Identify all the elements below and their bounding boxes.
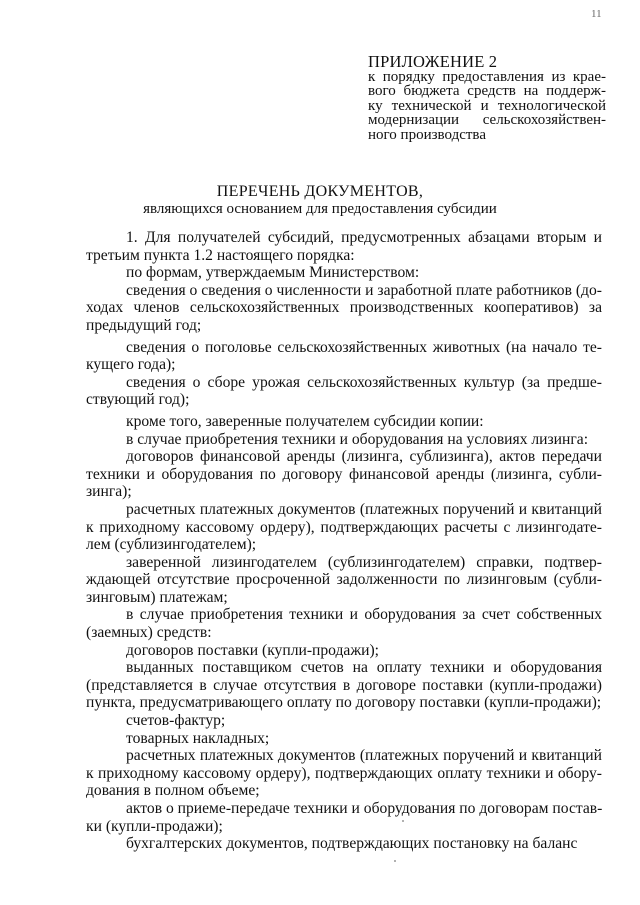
appendix-line: модернизации сельскохозяйствен- [368, 112, 606, 128]
paragraph-line: товарных накладных; [126, 729, 270, 747]
appendix-line: вого бюджета средств на поддерж- [368, 83, 606, 99]
paragraph [86, 229, 602, 264]
paragraph [86, 282, 602, 335]
paragraph-line: кроме того, заверенные получателем субсидии копии: [126, 412, 484, 430]
paragraph [86, 712, 602, 730]
document-title: ПЕРЕЧЕНЬ ДОКУМЕНТОВ, [216, 183, 424, 200]
paragraph-line: к приходному кассовому ордеру), подтверждающих расчеты с лизингодате- [86, 518, 602, 536]
paragraph-line: 1. Для получателей субсидий, предусмотренных абзацами вторым и [126, 229, 602, 246]
appendix-line: ку технической и технологической [368, 97, 606, 114]
paragraph-line: расчетных платежных документов (платежных поручений и квитанций [126, 500, 602, 518]
paragraph [86, 835, 602, 853]
document-body [86, 229, 602, 853]
paragraph-line: счетов-фактур; [126, 712, 226, 730]
paragraph-line: актов о приеме-передаче техники и оборудования по договорам постав- [126, 800, 603, 817]
paragraph [86, 339, 602, 374]
scan-speck [394, 860, 396, 862]
page-number: 11 [591, 8, 602, 20]
paragraph [86, 413, 602, 431]
paragraph [86, 606, 602, 641]
paragraph [86, 448, 602, 501]
paragraph-line: предыдущий год; [86, 316, 202, 334]
paragraph-line: по формам, утверждаемым Министерством: [126, 264, 420, 282]
paragraph [86, 374, 602, 409]
paragraph-line: (представляется в случае отсутствия в договоре поставки (купли-продажи) [86, 676, 602, 694]
paragraph-line: сведения о сборе урожая сельскохозяйственных культур (за предше- [126, 373, 602, 391]
paragraph-line: лем (сублизингодателем); [86, 536, 257, 554]
paragraph [86, 431, 602, 449]
paragraph-line: к приходному кассовому ордеру), подтверждающих оплату техники и обору- [86, 764, 602, 782]
paragraph-line: ствующий год); [86, 391, 190, 409]
appendix-header [368, 52, 606, 143]
paragraph-line: ждающей отсутствие просроченной задолженности по лизинговым (субли- [86, 571, 602, 589]
paragraph-line: дования в полном объеме; [86, 782, 260, 800]
scan-speck [402, 820, 404, 822]
paragraph-line: ки (купли-продажи); [86, 817, 223, 835]
paragraph-line: зинга); [86, 483, 132, 501]
document-subtitle: являющихся основанием для предоставления субсидии [143, 201, 497, 217]
paragraph-line: техники и оборудования по договору финансовой аренды (лизинга, субли- [86, 465, 602, 483]
paragraph [86, 800, 602, 835]
appendix-line: к порядку предоставления из крае- [368, 68, 606, 85]
paragraph [86, 554, 602, 607]
paragraph-line: сведения о поголовье сельскохозяйственных животных (на начало те- [126, 338, 602, 356]
paragraph-line: договоров поставки (купли-продажи); [126, 641, 380, 659]
paragraph-line: зинговым) платежам; [86, 588, 228, 606]
paragraph [86, 659, 602, 712]
appendix-line: ного производства [368, 126, 486, 143]
paragraph-line: (заемных) средств: [86, 624, 212, 642]
appendix-title: ПРИЛОЖЕНИЕ 2 [368, 52, 498, 71]
paragraph-line: третьим пункта 1.2 настоящего порядка: [86, 246, 355, 264]
paragraph [86, 501, 602, 554]
paragraph-line: расчетных платежных документов (платежных поручений и квитанций [126, 747, 602, 765]
paragraph [86, 747, 602, 800]
paragraph-line: пункта, предусматривающего оплату по договору поставки (купли-продажи); [86, 694, 602, 712]
paragraph-line: бухгалтерских документов, подтверждающих постановку на баланс [126, 835, 578, 853]
paragraph [86, 264, 602, 282]
paragraph-line: в случае приобретения техники и оборудования на условиях лизинга: [126, 430, 589, 448]
paragraph [86, 642, 602, 660]
paragraph-line: в случае приобретения техники и оборудования за счет собственных [126, 606, 602, 624]
paragraph [86, 730, 602, 748]
paragraph-line: выданных поставщиком счетов на оплату техники и оборудования [126, 659, 602, 677]
paragraph-line: кущего года); [86, 356, 176, 374]
paragraph-line: договоров финансовой аренды (лизинга, сублизинга), актов передачи [126, 448, 602, 466]
paragraph-line: заверенной лизингодателем (сублизингодателем) справки, подтвер- [126, 553, 602, 571]
paragraph-line: сведения о сведения о численности и заработной плате работников (до- [126, 281, 602, 299]
paragraph-line: ходах членов сельскохозяйственных производственных кооперативов) за [86, 299, 602, 317]
